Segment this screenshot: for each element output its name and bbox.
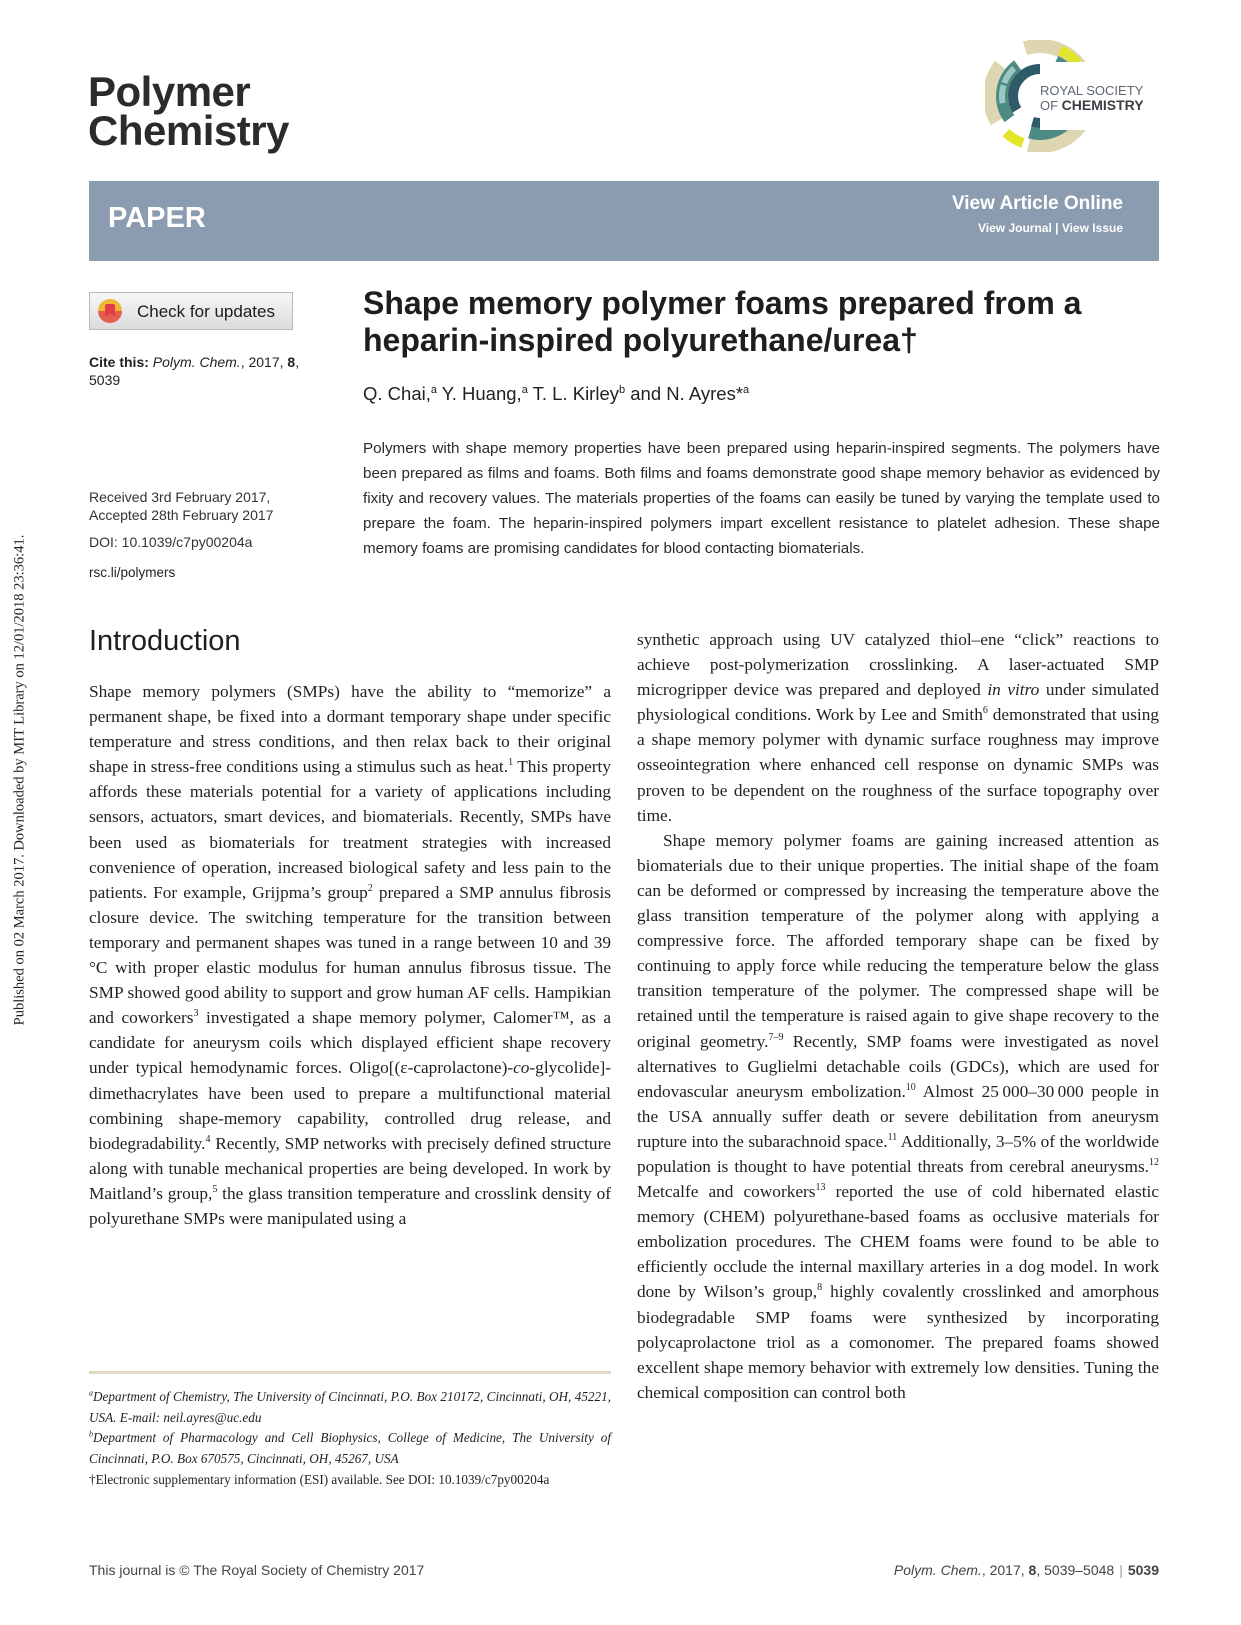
paragraph [637,828,1159,1405]
footer-volume: 8 [1028,1562,1037,1578]
received-date: Received 3rd February 2017, [89,489,271,505]
accepted-date: Accepted 28th February 2017 [89,507,274,523]
text-run: reported the use of cold hibernated elastic memory (CHEM) polyurethane-based foams as occlusive materials for embolization procedures. The CHEM foams were found to be able to efficiently occlude the internal maxillary arteries in a dog model. In work done by Wilson’s group, [637,1182,1159,1302]
publisher-line2-bold: CHEMISTRY [1061,97,1144,113]
text-run: investigated a shape memory polymer, Calomer™, as a candidate for aneurysm coils which displayed efficient shape recovery under typical hemodynamic forces. Oligo[(ε-caprolactone)- [89,1008,612,1078]
text-run: Recently, SMP foams were investigated as novel alternatives to Guglielmi detachable coils (GDCs), which are used for endovascular aneurysm embolization. [637,1031,1159,1101]
journal-link[interactable]: rsc.li/polymers [89,565,176,580]
footer-copyright: This journal is © The Royal Society of Chemistry 2017 [89,1562,425,1578]
text-run: Metcalfe and coworkers [637,1182,816,1202]
text-run: prepared a SMP annulus fibrosis closure device. The switching temperature for the transition between temporary and permanent shapes was tuned in a range between 10 and 39 °C with proper elastic modulus for human annulus fibrosus tissue. The SMP showed good ability to support and grow human AF cells. Hampikian and coworkers [89,882,611,1028]
banner-link-divider: | [1055,221,1059,235]
view-journal-link[interactable]: View Journal [977,221,1052,235]
footer-divider: | [1119,1562,1123,1578]
footer-citation [894,1562,1159,1578]
reference-mark[interactable]: 10 [905,1081,916,1093]
cite-prefix: Cite this: [89,354,149,370]
footnote-text: Department of Chemistry, The University of Cincinnati, P.O. Box 210172, Cincinnati, OH, 45221, USA. E-mail: neil.ayres@uc.edu [89,1389,611,1425]
text-run: synthetic approach using UV catalyzed thiol–ene “click” reactions to achieve post-polymerization crosslinking. A laser-actuated SMP microgripper device was prepared and deployed [637,630,1159,700]
footer-year: , 2017, [981,1562,1025,1578]
download-stamp-text: Published on 02 March 2017. Downloaded by MIT Library on 12/01/2018 23:36:41. [11,534,28,1026]
reference-mark[interactable]: 13 [815,1182,826,1194]
author-affiliation: a [743,383,750,396]
citation [89,353,319,389]
reference-mark[interactable]: 12 [1149,1157,1159,1169]
footnote-mark: a [89,1388,93,1398]
text-run: Recently, SMP networks with precisely defined structure along with tunable mechanical properties are being developed. In work by Maitland’s group, [89,1133,611,1203]
reference-mark[interactable]: 11 [887,1132,898,1144]
italic-text: co [513,1058,530,1078]
cite-journal: Polym. Chem. [152,354,241,370]
body-column-left [89,679,611,1231]
page-number: 5039 [1127,1562,1159,1578]
paragraph [637,627,1159,828]
footnote-text: Department of Pharmacology and Cell Biophysics, College of Medicine, The University of Cincinnati, P.O. Box 670575, Cincinnati, OH, 45267, USA [89,1430,611,1467]
view-article-online-link[interactable]: View Article Online [951,193,1123,214]
article-title-line1: Shape memory polymer foams prepared from a [363,285,1082,321]
reference-mark[interactable]: 1 [508,757,514,769]
bookmark-icon [98,299,122,323]
paragraph [89,679,611,1231]
publisher-name [1040,84,1144,113]
footer-pages: , 5039–5048 [1036,1562,1115,1578]
author-name: Q. Chai, [363,383,431,404]
author-name: T. L. Kirley [532,383,619,404]
footer-journal: Polym. Chem. [893,1562,982,1578]
text-run: Shape memory polymers (SMPs) have the ability to “memorize” a permanent shape, be fixed into a dormant temporary shape under specific temperature and stress conditions, and then relax back to their original shape in stress-free conditions using a stimulus such as heat. [89,682,611,777]
reference-mark[interactable]: 2 [367,882,373,894]
reference-mark[interactable]: 6 [982,705,988,717]
journal-title[interactable] [88,68,289,154]
reference-mark[interactable]: 8 [817,1282,823,1294]
reference-mark[interactable]: 5 [212,1184,218,1196]
banner-links [978,221,1123,235]
text-run: -glycolide]-dimethacrylates have been used to prepare a multifunctional material combining shape-memory capability, controlled drug release, and biodegradability. [89,1058,611,1153]
text-run: This property affords these materials potential for a variety of applications including sensors, actuators, smart devices, and biomaterials. Recently, SMPs have been used as biomaterials for treatment strategies with increased convenience of operation, increased biological safety and less pain to the patients. For example, Grijpma’s group [89,757,611,902]
author-name: and N. Ayres* [630,383,744,404]
journal-title-line1: Polymer [88,68,251,115]
publisher-line2-prefix: OF [1040,98,1062,113]
text-run: Additionally, 3–5% of the worldwide population is thought to have potential threats from cerebral aneurysms. [637,1131,1159,1176]
footnote-divider [89,1371,611,1374]
footnote-esi: †Electronic supplementary information (ESI) available. See DOI: 10.1039/c7py00204a [89,1471,550,1487]
author-affiliation: b [618,383,626,396]
author-list [363,383,749,405]
text-run: demonstrated that using a shape memory polymer with dynamic surface roughness may improve osseointegration where enhanced cell response on dynamic SMPs was proven to be dependent on the roughness of the surface topography over time. [637,705,1160,825]
view-issue-link[interactable]: View Issue [1061,221,1123,235]
reference-mark[interactable]: 4 [205,1133,211,1145]
text-run: highly covalently crosslinked and amorphous biodegradable SMP foams were synthesized by incorporating polycaprolactone triol as a comonomer. The prepared foams showed excellent shape memory behavior with extremely low densities. Tuning the chemical composition can control both [637,1282,1159,1402]
italic-text: in vitro [987,680,1040,700]
reference-mark[interactable]: 3 [193,1008,199,1020]
footnote-affiliation-a [89,1387,611,1428]
cite-pages: , 5039 [89,354,300,388]
text-run: Shape memory polymer foams are gaining increased attention as biomaterials due to their unique properties. The initial shape of the foam can be deformed or compressed by increasing the temperature above the glass transition temperature of the polymer along with applying a compressive force. The afforded temporary shape can be fixed by continuing to apply force while reducing the temperature below the glass transition temperature of the polymer. The compressed shape will be retained until the temperature is raised again to give shape recovery to the original geometry. [637,830,1159,1051]
author-name: Y. Huang, [441,383,522,404]
text-run: under simulated physiological conditions. Work by Lee and Smith [637,680,1159,725]
received-dates [89,488,273,524]
author-affiliation: a [430,383,437,396]
cite-volume: 8 [287,354,296,370]
footnote-mark: b [89,1430,93,1440]
abstract: Polymers with shape memory properties have been prepared using heparin-inspired segments. The polymers have been prepared as films and foams. Both films and foams demonstrate good shape memory behavior as evidenced by fixity and recovery values. The materials properties of the foams can easily be tuned by varying the template used to prepare the foam. The heparin-inspired polymers impart excellent resistance to platelet adhesion. These shape memory foams are promising candidates for blood contacting biomaterials. [363,440,1160,558]
author-affiliation: a [521,383,528,396]
text-run: Almost 25 000–30 000 people in the USA annually suffer death or severe debilitation from aneurysm rupture into the subarachnoid space. [637,1081,1159,1151]
footnotes [89,1387,611,1491]
article-type-label: PAPER [108,202,206,234]
cite-year: , 2017, [240,354,284,370]
reference-mark[interactable]: 7–9 [768,1031,784,1043]
doi[interactable]: DOI: 10.1039/c7py00204a [89,534,253,550]
text-run: the glass transition temperature and crosslink density of polyurethane SMPs were manipulated using a [89,1183,611,1228]
check-for-updates-label: Check for updates [137,302,275,321]
footnote-affiliation-b [89,1428,611,1469]
article-title-line2: heparin-inspired polyurethane/urea† [363,322,918,358]
section-heading-introduction: Introduction [89,625,241,657]
publisher-line1: ROYAL SOCIETY [1040,83,1144,98]
journal-title-line2: Chemistry [88,107,289,154]
body-column-right [637,627,1159,1405]
article-title [363,285,1163,359]
check-for-updates-button[interactable] [89,292,293,330]
